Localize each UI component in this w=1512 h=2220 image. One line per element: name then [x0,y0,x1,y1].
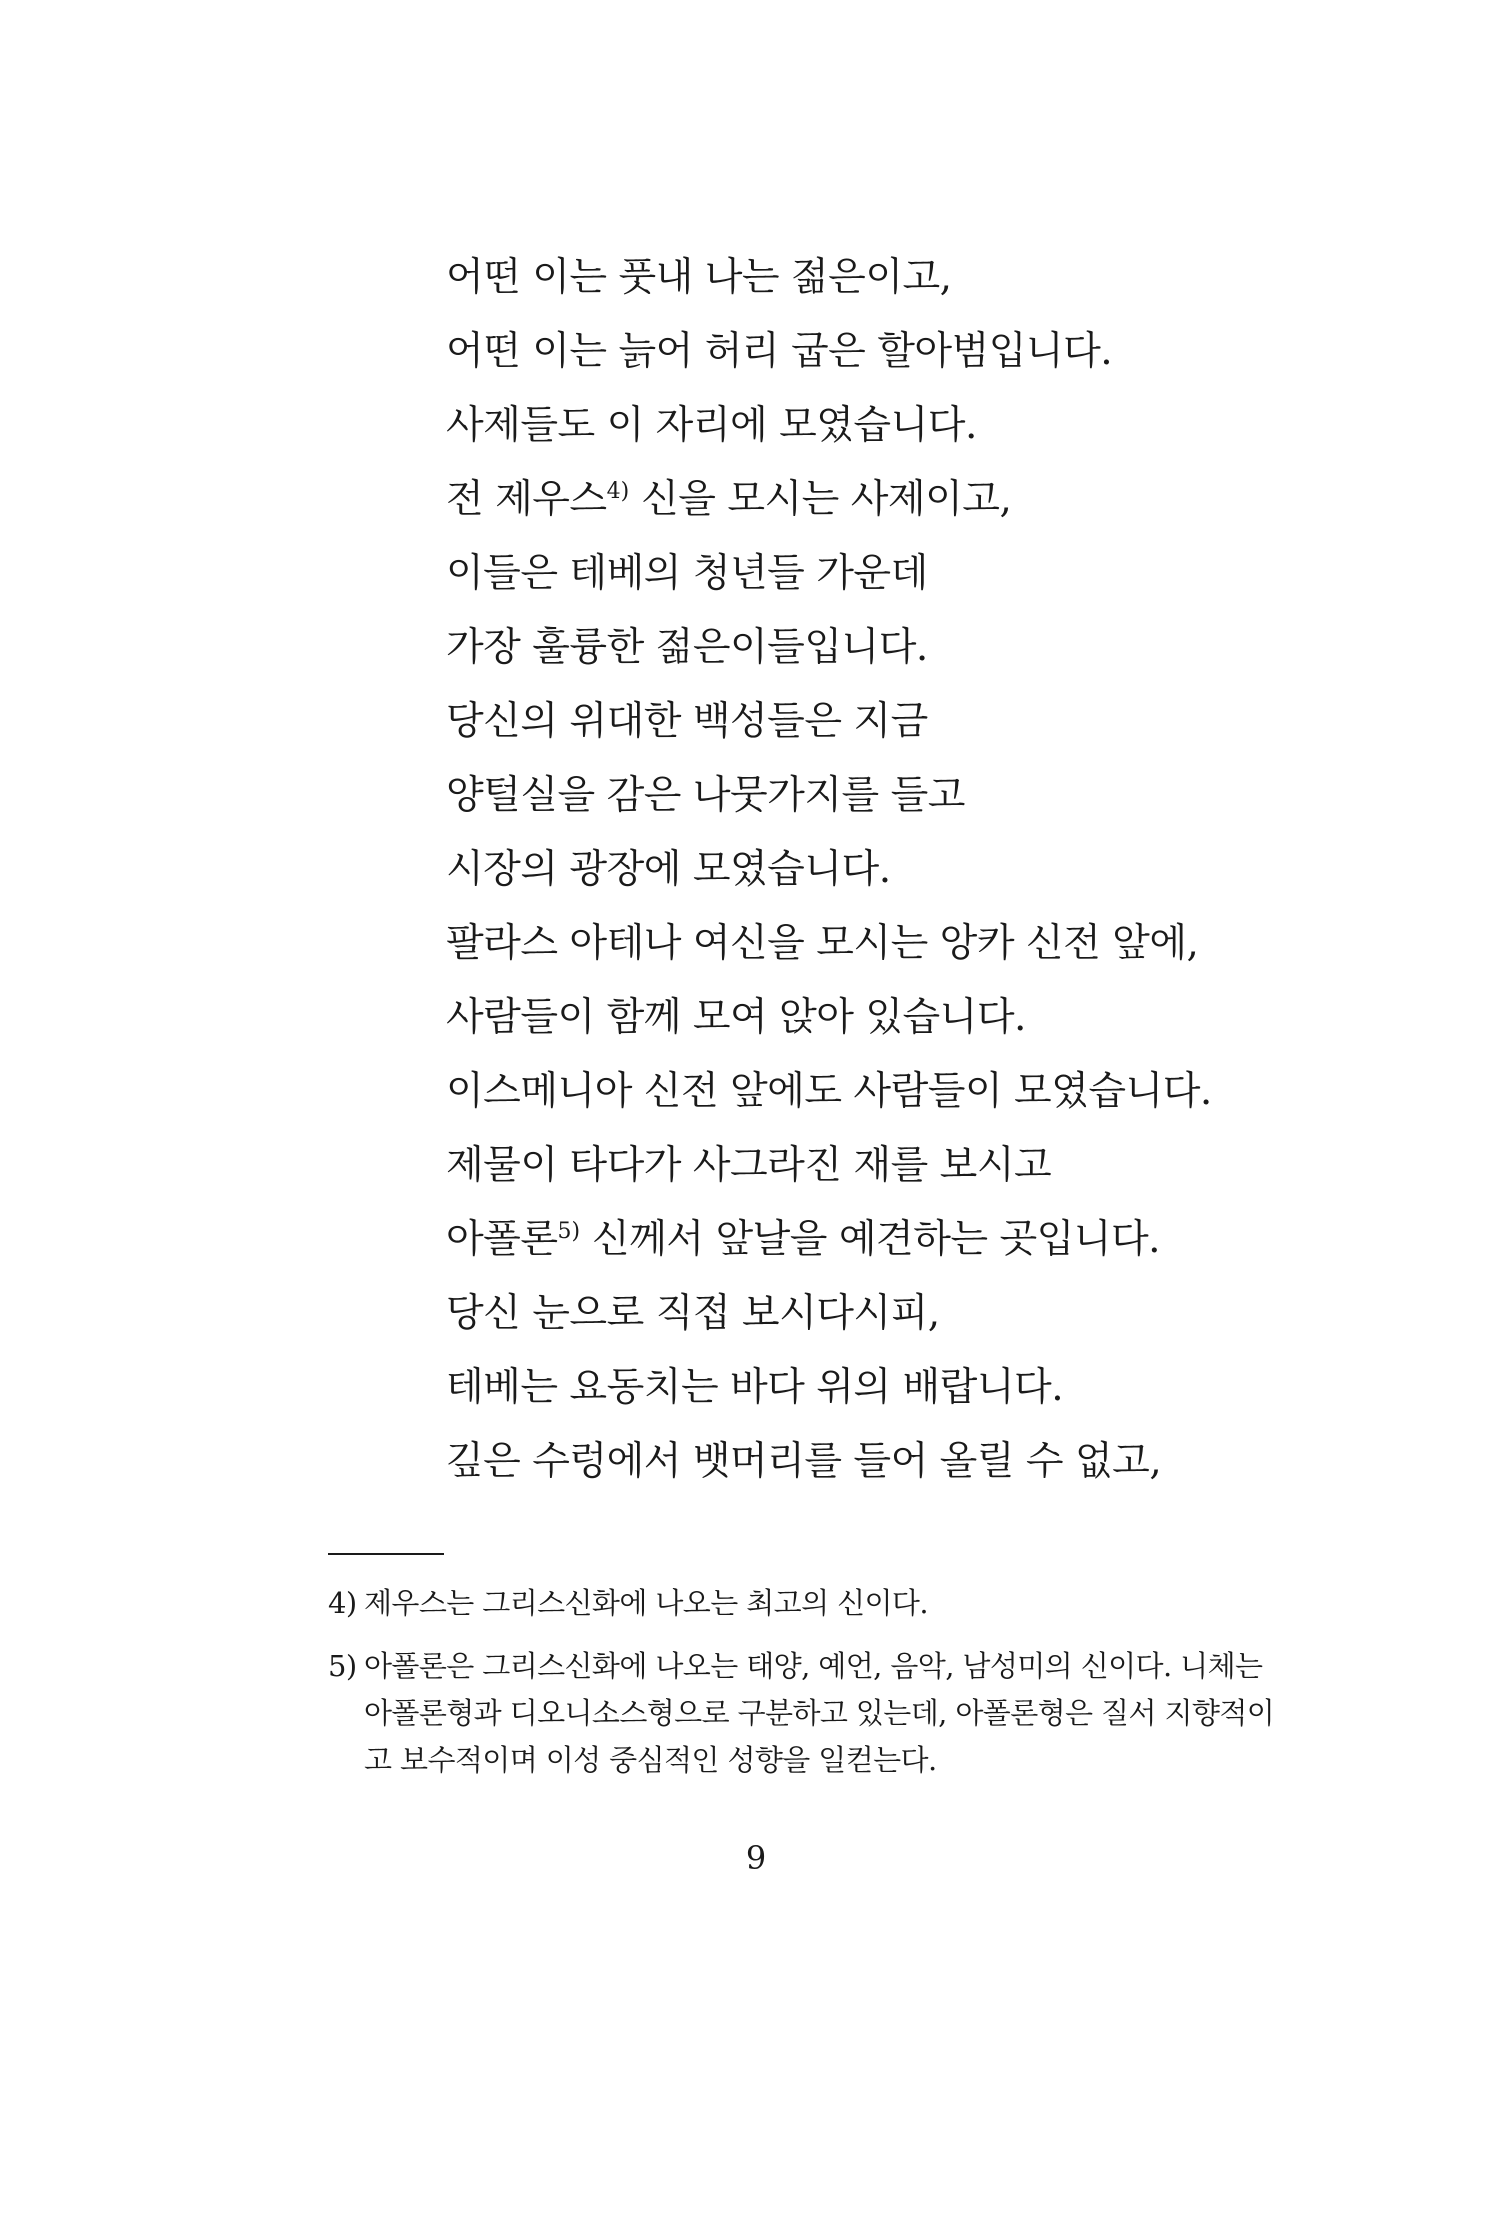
verse-line: 이스메니아 신전 앞에도 사람들이 모였습니다. [446,1069,1212,1114]
verse-line: 깊은 수렁에서 뱃머리를 들어 올릴 수 없고, [446,1439,1162,1484]
verse-line: 어떤 이는 풋내 나는 젊은이고, [446,255,952,300]
footnote-number: 4) [328,1586,357,1620]
footnote-text: 제우스는 그리스신화에 나오는 최고의 신이다. [364,1586,928,1620]
verse-line-text: 신을 모시는 사제이고, [629,477,1012,522]
verse-line-text: 아폴론 [446,1217,558,1262]
verse-line-text: 신께서 앞날을 예견하는 곳입니다. [580,1217,1161,1262]
verse-line: 팔라스 아테나 여신을 모시는 앙카 신전 앞에, [446,921,1199,966]
verse-line: 제물이 타다가 사그라진 재를 보시고 [446,1143,1052,1188]
footnote-reference-5[interactable]: 5) [557,1219,581,1244]
verse-text [446,248,1212,1506]
footnote-number: 5) [328,1649,357,1683]
verse-line [446,470,1212,544]
verse-line-text: 전 제우스 [446,477,607,522]
verse-line: 사제들도 이 자리에 모였습니다. [446,403,977,448]
footnote-text: 아폴론은 그리스신화에 나오는 태양, 예언, 음악, 남성미의 신이다. 니체는 아폴론형과 디오니소스형으로 구분하고 있는데, 아폴론형은 질서 지향적이고 보수적이며 이성 중심적인 성향을 일컫는다. [364,1649,1275,1777]
verse-line: 가장 훌륭한 젊은이들입니다. [446,625,928,670]
verse-line: 테베는 요동치는 바다 위의 배랍니다. [446,1365,1064,1410]
verse-line: 어떤 이는 늙어 허리 굽은 할아범입니다. [446,329,1113,374]
verse-line [446,1210,1212,1284]
verse-line: 시장의 광장에 모였습니다. [446,847,891,892]
footnotes [328,1580,1288,1800]
footnote-5 [328,1643,1288,1784]
page-number: 9 [745,1839,767,1877]
footnote-4 [328,1580,1288,1627]
verse-line: 사람들이 함께 모여 앉아 있습니다. [446,995,1026,1040]
footnote-divider [328,1553,444,1555]
verse-line: 양털실을 감은 나뭇가지를 들고 [446,773,965,818]
verse-line: 당신의 위대한 백성들은 지금 [446,699,928,744]
footnote-reference-4[interactable]: 4) [606,479,630,504]
verse-line: 당신 눈으로 직접 보시다시피, [446,1291,940,1336]
verse-line: 이들은 테베의 청년들 가운데 [446,551,928,596]
